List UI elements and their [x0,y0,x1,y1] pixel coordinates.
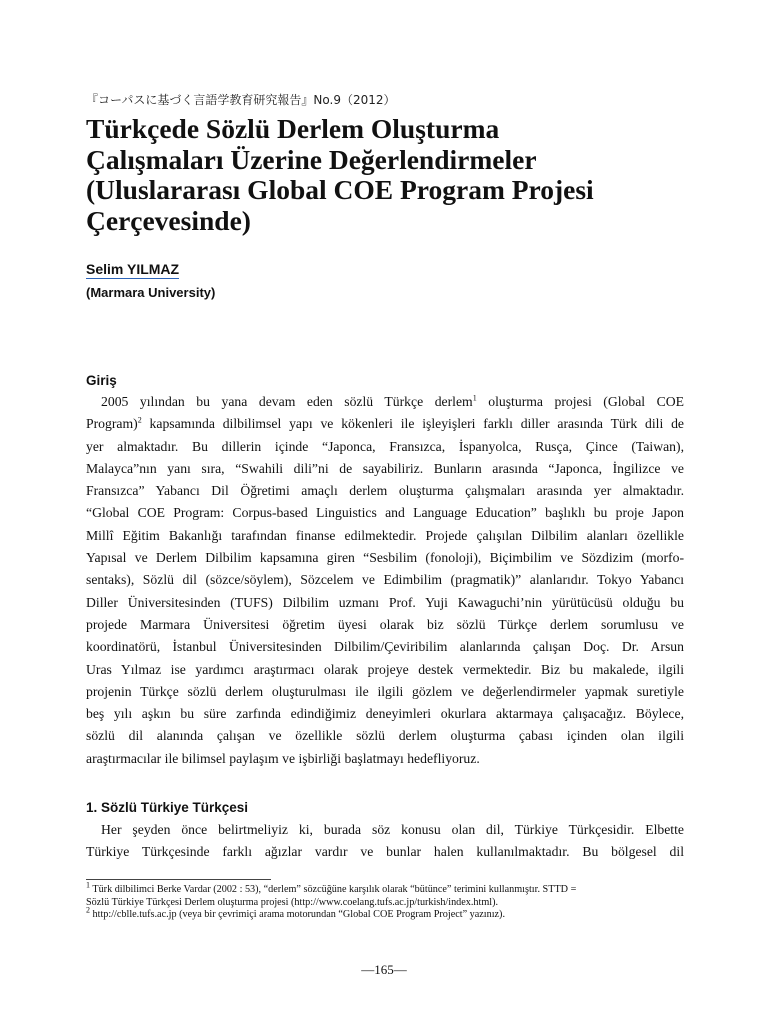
footnote-ref: 1 [472,393,477,403]
text-line: Her şeyden önce belirtmeliyiz ki, burada söz konusu olan dil, Türkiye Türkçesidir. Elbette [101,822,684,837]
section-1-paragraph [86,819,684,864]
text-line: koordinatörü, İstanbul Üniversitesinden Dilbilim/Çeviribilim alanlarında çalışan Doç. Dr. Arsun [86,639,684,655]
text-line: Fransızca” Yabancı Dil Öğretimi amaçlı derlem oluşturma çalışmaları arasında yer almaktadır. [86,483,684,499]
text-line [86,413,684,435]
text-run: Program) [86,416,138,432]
footnote-text: http://cblle.tufs.ac.jp (veya bir çevrimiçi arama motorundan “Global COE Program Project” yazınız). [90,909,506,920]
text-line: Yapısal ve Derlem Dilbilim kapsamına giren “Sesbilim (fonoloji), Biçimbilim ve Sözdizim (morfo- [86,550,684,566]
footnote-mark: 2 [86,905,90,915]
text-line: Malayca”nın yanı sıra, “Swahili dili”ni de sayabiliriz. Bunların arasında “Japonca, İngilizce ve [86,460,684,476]
footnote-text: Sözlü Türkiye Türkçesi Derlem oluşturma projesi (http://www.coelang.tufs.ac.jp/turkish/index.html). [86,896,499,908]
footnote-mark: 1 [86,880,90,890]
text-run: kapsamında dilbilimsel yapı ve kökenleri ile işleyişleri farklı diller arasında Türk dili de [141,416,684,432]
author-name: Selim YILMAZ [86,261,180,277]
title-line: Çerçevesinde) [86,204,251,236]
author-affiliation: (Marmara University) [86,285,216,300]
text-run: oluşturma projesi (Global COE [476,394,684,409]
footnotes [86,880,686,922]
text-run: 2005 yılından bu yana devam eden sözlü Türkçe derlem [101,394,473,409]
section-heading-1: 1. Sözlü Türkiye Türkçesi [86,800,249,815]
text-line: beş yılı aşkın bu süre zarfında edindiğimiz deneyimleri okurlara aktarmaya çalışacağız. Böylece, [86,706,684,722]
text-line: projenin Türkçe sözlü derlem oluşturulması ile ilgili gözlem ve değerlendirmeler yapmak suretiyle [86,683,684,699]
text-line: Diller Üniversitesinden (TUFS) Dilbilim uzmanı Prof. Yuji Kawaguchi’nin yürütücüsü olduğu bu [86,594,684,610]
text-line: sentaks), Sözlü dil (sözce/söylem), Sözcelem ve Edimbilim (pragmatik)” alanlarıdır. Tokyo Yabancı [86,572,684,588]
footnote-line [86,897,686,910]
page-number: ―165― [361,962,407,977]
text-line: araştırmacılar ile bilimsel paylaşım ve işbirliği başlatmayı hedefliyoruz. [86,750,480,766]
text-line: yer almaktadır. Bu dillerin içinde “Japonca, Fransızca, İspanyolca, Rusça, Çince (Taiwan), [86,438,684,454]
title-line: Çalışmaları Üzerine Değerlendirmeler [86,143,537,175]
text-line: Türkiye Türkçesinde farklı ağızlar vardır ve bunlar halen kullanılmaktadır. Bu bölgesel dil [86,844,684,860]
section-heading-intro: Giriş [86,373,117,388]
text-line: “Global COE Program: Corpus-based Linguistics and Language Education” başlıklı bu proje Japon [86,505,684,521]
text-line: Uras Yılmaz ise yardımcı araştırmacı olarak projeye destek vermektedir. Biz bu makalede, ilgili [86,661,684,677]
footnote-line [86,905,686,922]
intro-paragraph [86,391,684,770]
footnote-line [86,880,686,897]
footnote-divider [86,879,271,880]
article-title [86,114,696,236]
series-header: 『コーパスに基づく言語学教育研究報告』No.9（2012） [86,93,396,107]
text-line: sözlü dil alanında çalışan ve özellikle sözlü derlem oluşturma çabası içinden olan ilgili [86,728,684,744]
title-line: (Uluslararası Global COE Program Projesi [86,174,594,205]
text-line: Millî Eğitim Bakanlığı tarafından finanse edilmektedir. Projede çalışılan Dilbilim alanları özellikle [86,527,684,543]
footnote-text: Türk dilbilimci Berke Vardar (2002 : 53), “derlem” sözcüğüne karşılık olarak “bütünce” terimini kullanmıştır. STTD = [90,884,577,895]
footnote-ref: 2 [137,415,142,425]
text-line [86,391,684,413]
text-line: projede Marmara Üniversitesi öğretim üyesi olarak biz sözlü Türkçe derlem sorumlusu ve [86,616,684,632]
title-line: Türkçede Sözlü Derlem Oluşturma [86,113,500,144]
